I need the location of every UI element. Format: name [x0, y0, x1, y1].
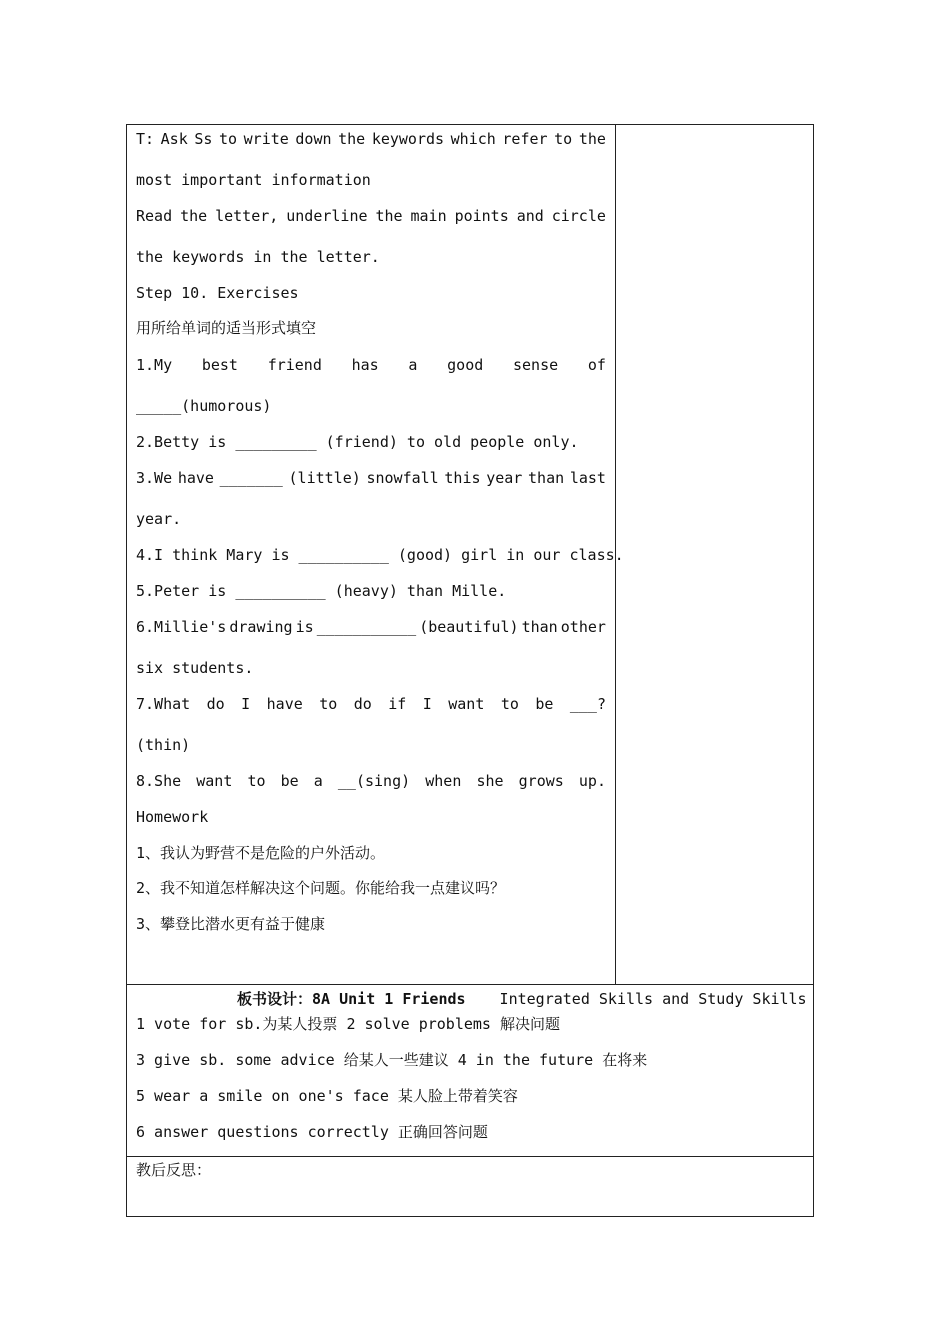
- word: down: [295, 130, 332, 148]
- word: to: [500, 695, 519, 713]
- exercise-instruction: 用所给单词的适当形式填空: [136, 319, 317, 337]
- word: friend: [267, 356, 322, 374]
- word: points: [454, 207, 509, 225]
- exercise-1-cont: _____(humorous): [136, 397, 272, 415]
- word: want: [196, 772, 233, 790]
- word: do: [353, 695, 372, 713]
- board-item-3: 5 wear a smile on one's face 某人脸上带着笑容: [136, 1087, 518, 1105]
- word: good: [447, 356, 484, 374]
- word: than: [521, 618, 558, 636]
- word: than: [528, 469, 565, 487]
- board-design-subtitle: Integrated Skills and Study Skills: [499, 990, 807, 1008]
- word: (little): [288, 469, 361, 487]
- row-divider-reflection: [127, 1156, 813, 1157]
- homework-2: 2、我不知道怎样解决这个问题。你能给我一点建议吗？: [136, 879, 506, 897]
- word: (beautiful): [419, 618, 519, 636]
- exercise-5: 5.Peter is __________ (heavy) than Mille.: [136, 582, 507, 600]
- row-divider-board: [127, 984, 813, 985]
- lesson-line-1: [136, 130, 606, 148]
- exercise-7-cont: (thin): [136, 736, 191, 754]
- word: 7.What: [136, 695, 191, 713]
- word: T:: [136, 130, 155, 148]
- word: do: [206, 695, 225, 713]
- word: the: [180, 207, 208, 225]
- exercise-4: 4.I think Mary is __________ (good) girl in our class.: [136, 546, 624, 564]
- word: refer: [502, 130, 548, 148]
- word: have: [266, 695, 303, 713]
- exercise-8: [136, 772, 606, 790]
- word: when: [425, 772, 462, 790]
- word: the: [338, 130, 366, 148]
- step-heading: Step 10. Exercises: [136, 284, 299, 302]
- word: __(sing): [337, 772, 411, 790]
- word: to: [554, 130, 573, 148]
- word: of: [587, 356, 606, 374]
- lesson-plan-table: [126, 124, 814, 1217]
- word: year: [486, 469, 523, 487]
- exercise-3-cont: year.: [136, 510, 182, 528]
- word: be: [280, 772, 299, 790]
- reflection-label: 教后反思：: [136, 1161, 212, 1179]
- word: this: [444, 469, 481, 487]
- word: grows: [518, 772, 564, 790]
- word: sense: [513, 356, 559, 374]
- word: to: [247, 772, 266, 790]
- lesson-line-3: [136, 207, 606, 225]
- board-design-title: 8A Unit 1 Friends: [312, 990, 466, 1008]
- word: have: [177, 469, 214, 487]
- board-design-label: 板书设计：: [237, 990, 313, 1008]
- word: best: [201, 356, 238, 374]
- homework-1: 1、我认为野营不是危险的户外活动。: [136, 844, 386, 862]
- word: and: [516, 207, 544, 225]
- word: 6.Millie's: [136, 618, 227, 636]
- word: I: [241, 695, 251, 713]
- word: drawing: [229, 618, 293, 636]
- exercise-6-cont: six students.: [136, 659, 254, 677]
- word: 1.My: [136, 356, 173, 374]
- exercise-3: [136, 469, 606, 487]
- board-item-1: 1 vote for sb.为某人投票 2 solve problems 解决问题: [136, 1015, 560, 1033]
- exercise-1: [136, 356, 606, 374]
- word: ___________: [316, 618, 417, 636]
- word: circle: [551, 207, 606, 225]
- word: write: [243, 130, 289, 148]
- word: has: [351, 356, 379, 374]
- word: letter,: [215, 207, 279, 225]
- word: keywords: [371, 130, 445, 148]
- exercise-2: 2.Betty is _________ (friend) to old people only.: [136, 433, 579, 451]
- word: is: [295, 618, 314, 636]
- word: which: [450, 130, 496, 148]
- word: I: [422, 695, 432, 713]
- word: 3.We: [136, 469, 173, 487]
- word: a: [408, 356, 418, 374]
- word: be: [535, 695, 554, 713]
- exercise-7: [136, 695, 606, 713]
- word: last: [569, 469, 606, 487]
- word: the: [578, 130, 606, 148]
- board-design-heading: [237, 990, 807, 1008]
- word: she: [476, 772, 504, 790]
- word: Read: [136, 207, 173, 225]
- word: a: [313, 772, 323, 790]
- word: snowfall: [366, 469, 439, 487]
- board-item-2: 3 give sb. some advice 给某人一些建议 4 in the future 在将来: [136, 1051, 648, 1069]
- homework-3: 3、攀登比潜水更有益于健康: [136, 915, 326, 933]
- word: main: [410, 207, 447, 225]
- word: Ask: [160, 130, 188, 148]
- word: Ss: [194, 130, 213, 148]
- word: _______: [219, 469, 283, 487]
- word: up.: [578, 772, 606, 790]
- word: if: [388, 695, 407, 713]
- word: 8.She: [136, 772, 182, 790]
- word: the: [375, 207, 403, 225]
- word: underline: [286, 207, 368, 225]
- word: to: [319, 695, 338, 713]
- word: to: [219, 130, 238, 148]
- exercise-6: [136, 618, 606, 636]
- homework-heading: Homework: [136, 808, 209, 826]
- lesson-line-4: the keywords in the letter.: [136, 248, 380, 266]
- word: other: [560, 618, 606, 636]
- board-item-4: 6 answer questions correctly 正确回答问题: [136, 1123, 488, 1141]
- word: want: [448, 695, 485, 713]
- lesson-line-2: most important information: [136, 171, 371, 189]
- word: ___?: [569, 695, 606, 713]
